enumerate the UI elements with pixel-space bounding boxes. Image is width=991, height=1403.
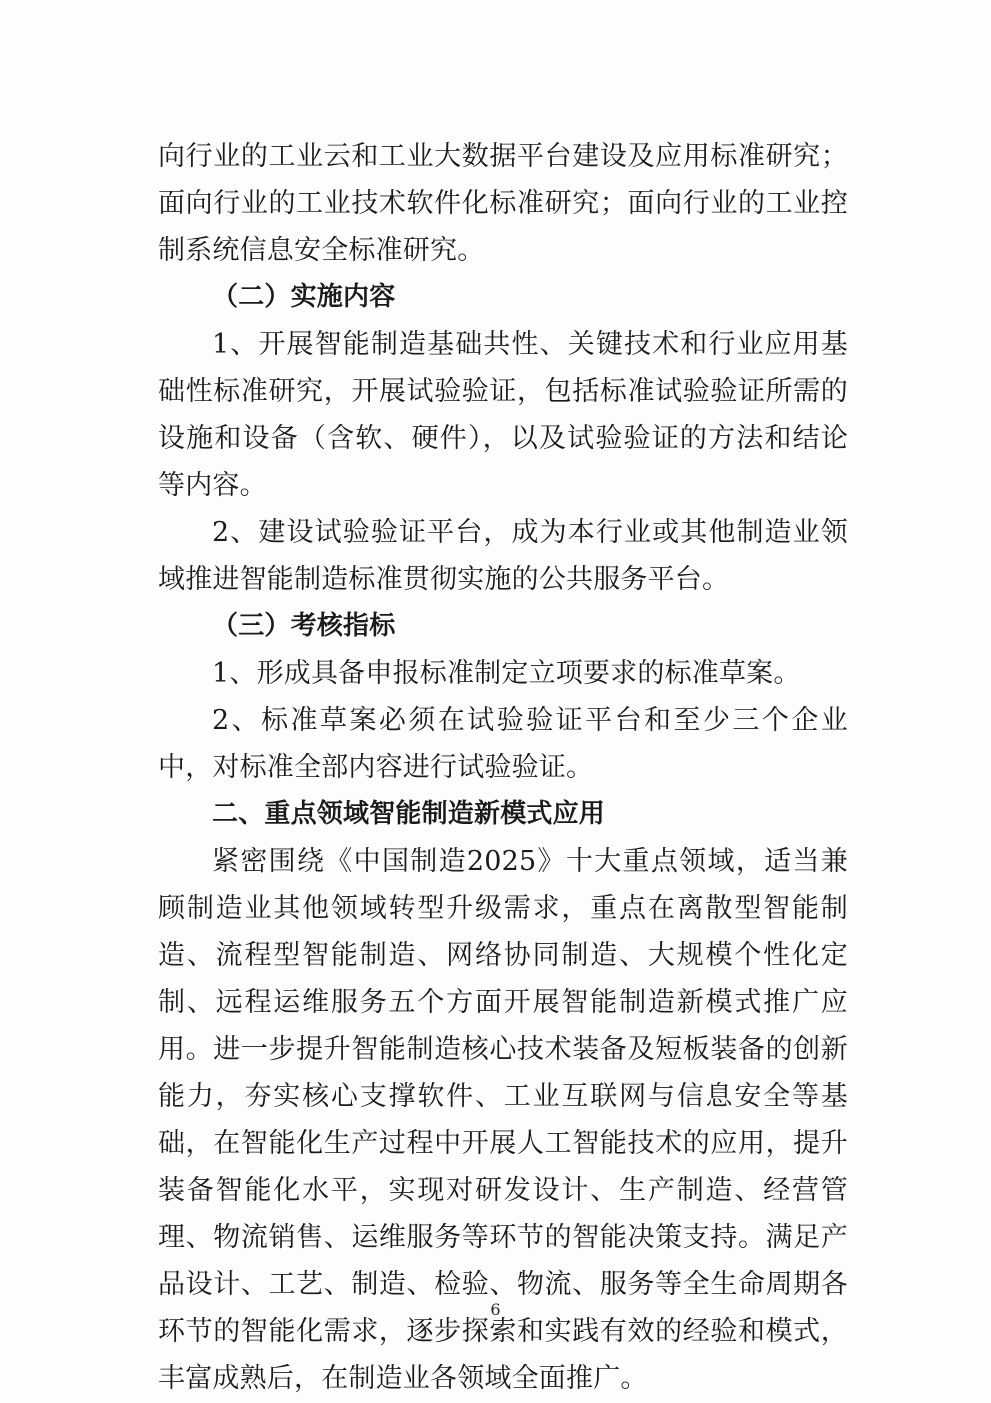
paragraph-continuation: 向行业的工业云和工业大数据平台建设及应用标准研究；面向行业的工业技术软件化标准研究；面向行业的工业控制系统信息安全标准研究。 (158, 141, 848, 266)
paragraph-implementation-1: 1、开展智能制造基础共性、关键技术和行业应用基础性标准研究，开展试验验证，包括标准试验验证所需的设施和设备（含软、硬件），以及试验验证的方法和结论等内容。 (158, 329, 848, 501)
section-heading: 二、重点领域智能制造新模式应用 (212, 799, 606, 829)
document-body (158, 133, 848, 1402)
paragraph-assessment-2: 2、标准草案必须在试验验证平台和至少三个企业中，对标准全部内容进行试验验证。 (158, 705, 848, 783)
page-number: 6 (490, 1300, 501, 1319)
subheading-assessment: （三）考核指标 (212, 611, 396, 641)
paragraph-implementation-2: 2、建设试验验证平台，成为本行业或其他制造业领域推进智能制造标准贯彻实施的公共服务平台。 (158, 517, 848, 595)
paragraph-key-fields: 紧密围绕《中国制造2025》十大重点领域，适当兼顾制造业其他领域转型升级需求，重点在离散型智能制造、流程型智能制造、网络协同制造、大规模个性化定制、远程运维服务五个方面开展智能制造新模式推广应用。进一步提升智能制造核心技术装备及短板装备的创新能力，夯实核心支撑软件、工业互联网与信息安全等基础，在智能化生产过程中开展人工智能技术的应用，提升装备智能化水平，实现对研发设计、生产制造、经营管理、物流销售、运维服务等环节的智能决策支持。满足产品设计、工艺、制造、检验、物流、服务等全生命周期各环节的智能化需求，逐步探索和实践有效的经验和模式，丰富成熟后，在制造业各领域全面推广。 (158, 846, 848, 1394)
paragraph-assessment-1: 1、形成具备申报标准制定立项要求的标准草案。 (212, 658, 801, 689)
subheading-implementation: （二）实施内容 (212, 282, 396, 312)
